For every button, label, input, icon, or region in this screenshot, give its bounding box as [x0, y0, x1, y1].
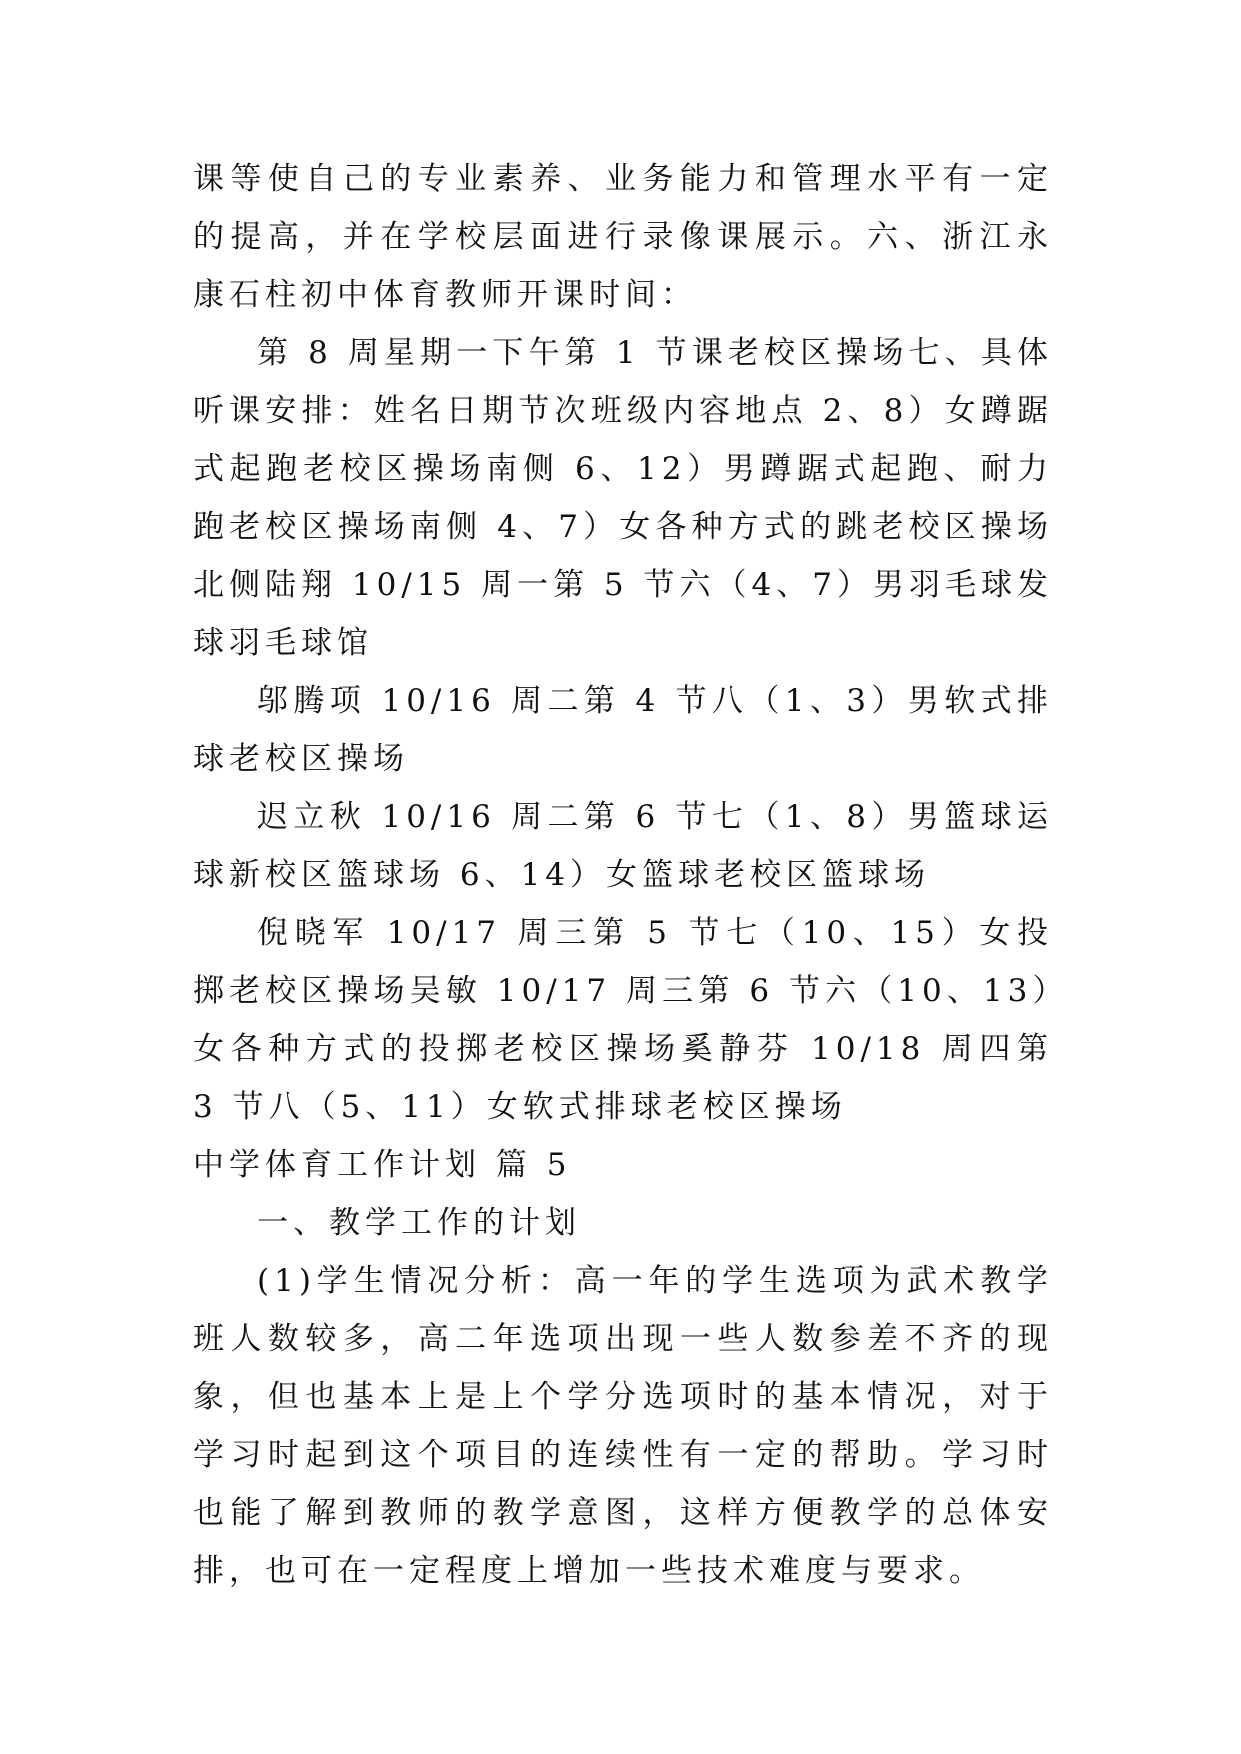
paragraph: 第 8 周星期一下午第 1 节课老校区操场七、具体听课安排：姓名日期节次班级内容地点 2、8）女蹲踞式起跑老校区操场南侧 6、12）男蹲踞式起跑、耐力跑老校区操场南侧 4、7）女各种方式的跳老校区操场北侧陆翔 10/15 周一第 5 节六（4、7）男羽毛球发球羽毛球馆 [193, 335, 1053, 661]
section-heading: 中学体育工作计划 篇 5 [193, 1147, 572, 1183]
paragraph: 课等使自己的专业素养、业务能力和管理水平有一定的提高，并在学校层面进行录像课展示。六、浙江永康石柱初中体育教师开课时间： [193, 161, 1053, 313]
paragraph: 邬腾项 10/16 周二第 4 节八（1、3）男软式排球老校区操场 [193, 683, 1053, 777]
paragraph: 一、教学工作的计划 [257, 1205, 581, 1241]
paragraph: (1)学生情况分析：高一年的学生选项为武术教学班人数较多，高二年选项出现一些人数参差不齐的现象，但也基本上是上个学分选项时的基本情况，对于学习时起到这个项目的连续性有一定的帮助。学习时也能了解到教师的教学意图，这样方便教学的总体安排，也可在一定程度上增加一些技术难度与要求。 [193, 1263, 1053, 1589]
paragraph: 迟立秋 10/16 周二第 6 节七（1、8）男篮球运球新校区篮球场 6、14）女篮球老校区篮球场 [193, 799, 1053, 893]
document-page [193, 150, 1053, 1600]
paragraph: 倪晓军 10/17 周三第 5 节七（10、15）女投掷老校区操场吴敏 10/17 周三第 6 节六（10、13）女各种方式的投掷老校区操场奚静芬 10/18 周四第 3 节八（5、11）女软式排球老校区操场 [193, 915, 1053, 1125]
